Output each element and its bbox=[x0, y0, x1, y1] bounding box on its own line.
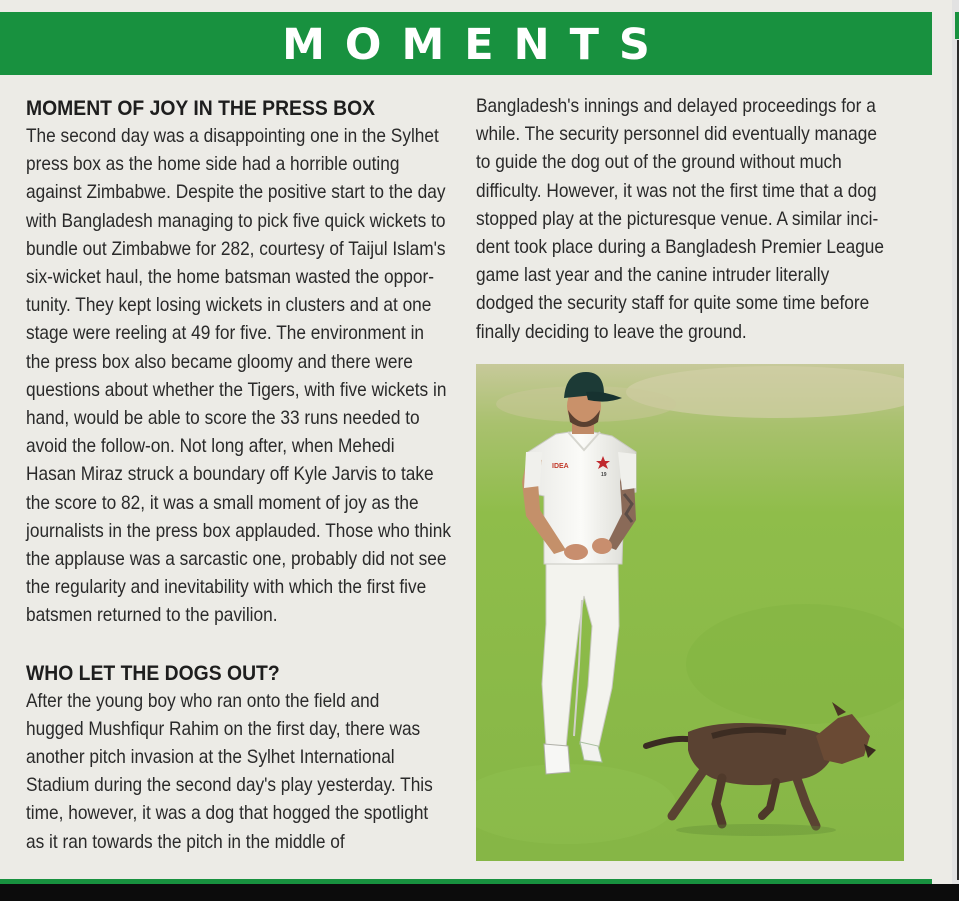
text-line: as it ran towards the pitch in the middle of bbox=[26, 831, 345, 853]
jersey-number: 19 bbox=[601, 472, 607, 478]
article-paragraph-dogs-continued bbox=[476, 93, 906, 347]
text-line: stage were reeling at 49 for five. The environment in bbox=[26, 323, 425, 345]
text-line: the score to 82, it was a small moment of joy as the bbox=[26, 492, 419, 514]
text-line: questions about whether the Tigers, with five wickets in bbox=[26, 379, 447, 401]
text-line: finally deciding to leave the ground. bbox=[476, 321, 747, 343]
text-line: journalists in the press box applauded. Those who think bbox=[26, 520, 451, 542]
article-left-column bbox=[26, 93, 456, 857]
photo-cricketer-and-dog bbox=[476, 364, 904, 861]
text-line: stopped play at the picturesque venue. A similar inci- bbox=[476, 208, 879, 230]
text-line: hugged Mushfiqur Rahim on the first day, there was bbox=[26, 718, 421, 740]
text-line: hand, would be able to score the 33 runs needed to bbox=[26, 408, 420, 430]
text-line: while. The security personnel did eventually manage bbox=[476, 124, 877, 146]
text-line: Hasan Miraz struck a boundary off Kyle Jarvis to take bbox=[26, 464, 434, 486]
article-paragraph-dogs bbox=[26, 688, 456, 857]
text-line: six-wicket haul, the home batsman wasted the oppor- bbox=[26, 267, 434, 289]
text-line: dent took place during a Bangladesh Premier League bbox=[476, 237, 885, 259]
article-right-column bbox=[476, 93, 906, 347]
text-line: dodged the security staff for quite some time before bbox=[476, 293, 870, 315]
text-line: the regularity and inevitability with which the first five bbox=[26, 577, 427, 599]
text-line: press box as the home side had a horrible outing bbox=[26, 154, 400, 176]
text-line: another pitch invasion at the Sylhet International bbox=[26, 747, 395, 769]
text-line: the press box also became gloomy and there were bbox=[26, 351, 413, 373]
text-line: avoid the follow-on. Not long after, when Mehedi bbox=[26, 436, 395, 458]
text-line: tunity. They kept losing wickets in clusters and at one bbox=[26, 295, 432, 317]
page-title: MOMENTS bbox=[282, 20, 670, 70]
text-line: to guide the dog out of the ground without much bbox=[476, 152, 842, 174]
text-line: Bangladesh's innings and delayed proceedings for a bbox=[476, 96, 876, 117]
text-line: The second day was a disappointing one in the Sylhet bbox=[26, 126, 439, 147]
text-line: After the young boy who ran onto the field and bbox=[26, 690, 380, 712]
text-line: against Zimbabwe. Despite the positive start to the day bbox=[26, 182, 446, 204]
section-heading-dogs: WHO LET THE DOGS OUT? bbox=[26, 660, 280, 685]
jersey-logo: IDEA bbox=[552, 463, 569, 470]
text-line: bundle out Zimbabwe for 282, courtesy of Taijul Islam's bbox=[26, 238, 446, 260]
text-line: game last year and the canine intruder literally bbox=[476, 265, 830, 287]
section-heading-press-box: MOMENT OF JOY IN THE PRESS BOX bbox=[26, 96, 376, 120]
text-line: difficulty. However, it was not the first time that a dog bbox=[476, 180, 877, 202]
text-line: with Bangladesh managing to pick five quick wickets to bbox=[26, 210, 446, 232]
text-line: batsmen returned to the pavilion. bbox=[26, 605, 278, 627]
text-line: Stadium during the second day's play yesterday. This bbox=[26, 775, 433, 797]
text-line: time, however, it was a dog that hogged the spotlight bbox=[26, 803, 429, 825]
text-line: the applause was a sarcastic one, probably did not see bbox=[26, 549, 447, 571]
article-paragraph-press-box bbox=[26, 123, 456, 631]
footer-dark-border bbox=[0, 884, 959, 901]
adjacent-page-green-tab bbox=[955, 12, 959, 39]
